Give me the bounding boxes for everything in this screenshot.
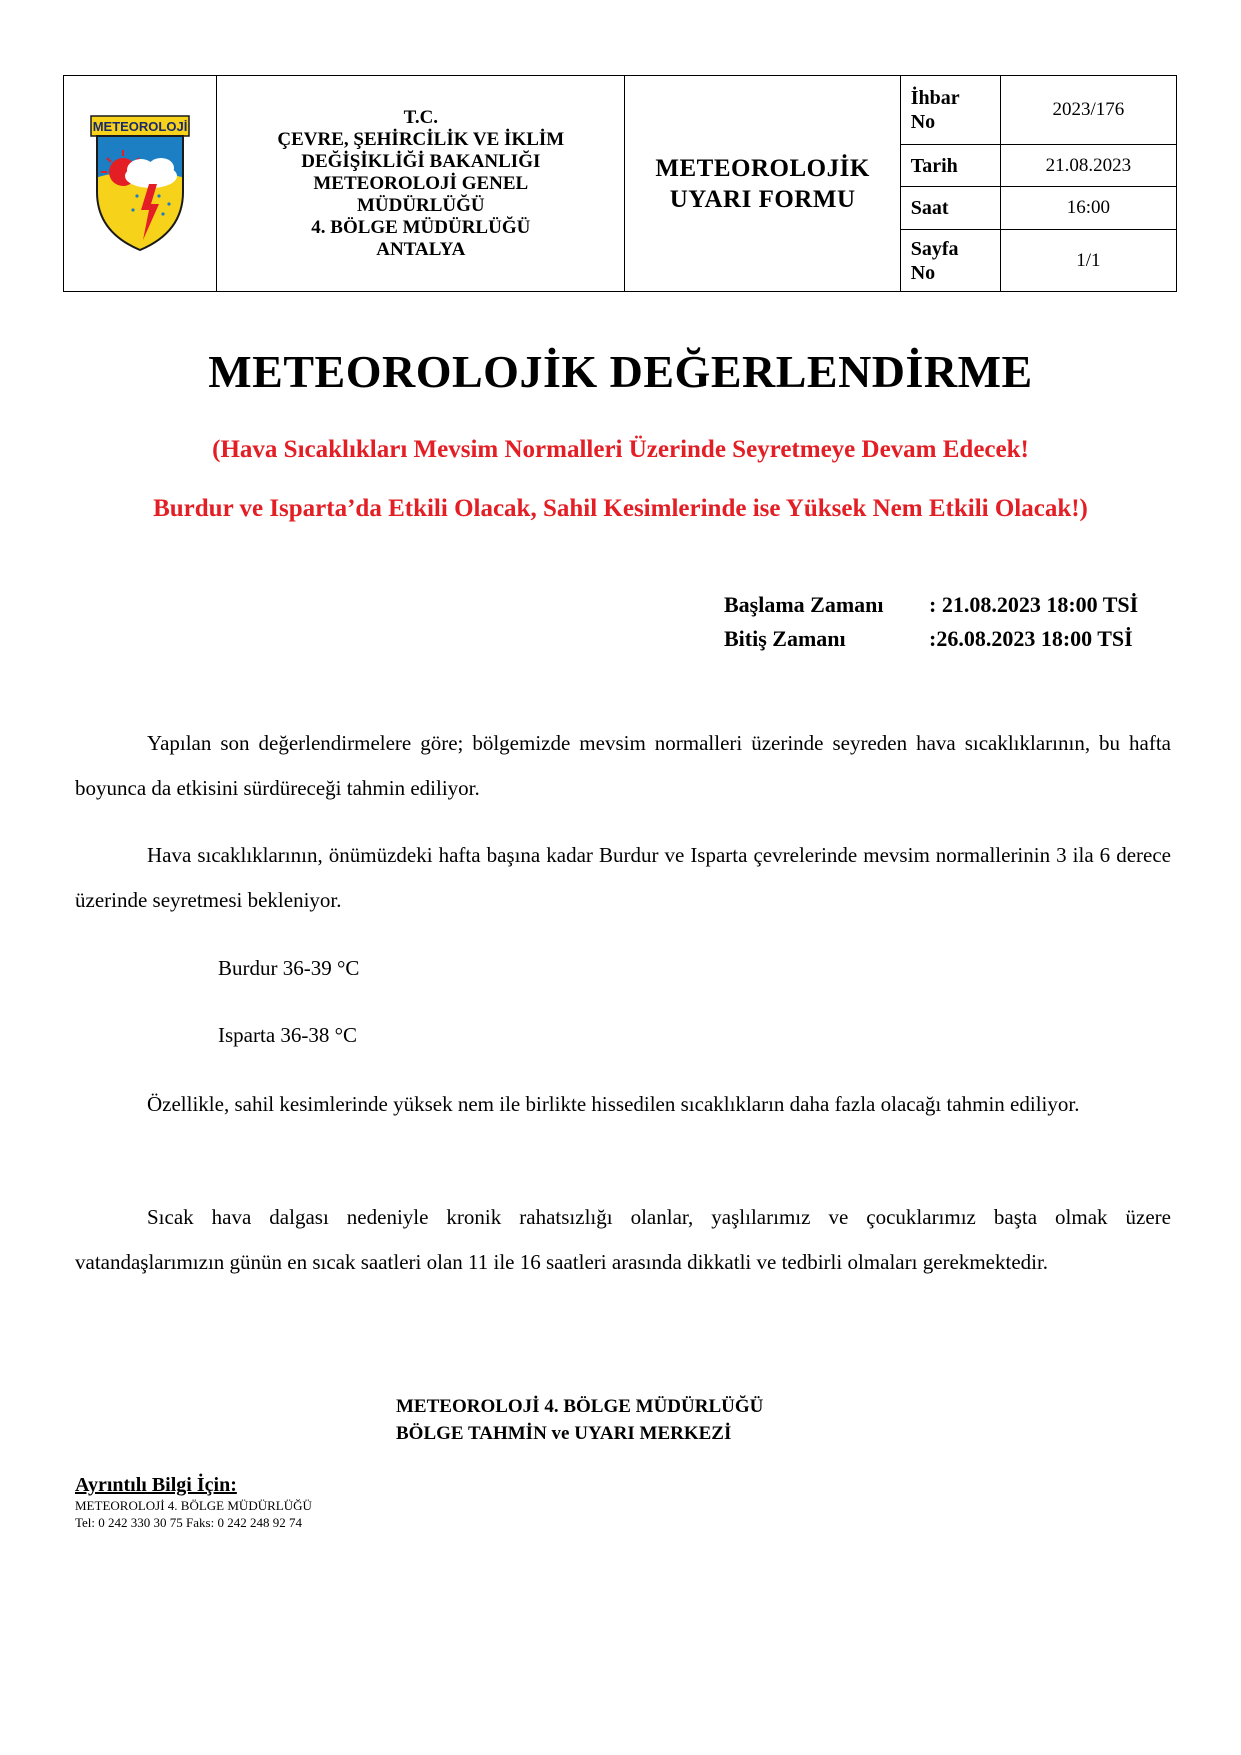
- end-time-value: :26.08.2023 18:00 TSİ: [929, 626, 1133, 651]
- organization-cell: [217, 76, 625, 292]
- temperature-isparta: Isparta 36-38 °C: [218, 1023, 358, 1047]
- validity-times: [724, 588, 1138, 656]
- contact-phone: Tel: 0 242 330 30 75 Faks: 0 242 248 92 74: [75, 1515, 302, 1530]
- field-value-tarih: 21.08.2023: [1000, 145, 1176, 187]
- signature-line-1: METEOROLOJİ 4. BÖLGE MÜDÜRLÜĞÜ: [396, 1396, 764, 1417]
- start-time-label: Başlama Zamanı: [724, 592, 884, 617]
- body-paragraph-1: Yapılan son değerlendirmelere göre; bölgemizde mevsim normalleri üzerinde seyreden hava sıcaklıklarının, bu hafta boyunca da etkisini sürdüreceği tahmin ediliyor.: [75, 731, 1171, 800]
- form-title-cell: [625, 76, 900, 292]
- contact-heading: Ayrıntılı Bilgi İçin:: [75, 1474, 237, 1496]
- org-line: T.C.: [403, 106, 439, 128]
- meteoroloji-logo: [85, 114, 195, 254]
- org-line: ÇEVRE, ŞEHİRCİLİK VE İKLİM: [277, 128, 565, 150]
- page-title: METEOROLOJİK DEĞERLENDİRME: [208, 346, 1033, 397]
- field-value-saat: 16:00: [1000, 187, 1176, 230]
- end-time-row: [724, 622, 1138, 656]
- logo-cell: [64, 76, 217, 292]
- body-paragraph-2: Hava sıcaklıklarının, önümüzdeki hafta başına kadar Burdur ve Isparta çevrelerinde mevsim normallerinin 3 ila 6 derece üzerinde seyretmesi bekleniyor.: [75, 843, 1171, 912]
- org-line: METEOROLOJİ GENEL: [313, 172, 529, 194]
- form-title-line2: UYARI FORMU: [669, 185, 856, 213]
- alert-subtitle-2: Burdur ve Isparta’da Etkili Olacak, Sahil Kesimlerinde ise Yüksek Nem Etkili Olacak!): [153, 495, 1088, 522]
- form-title-line1: METEOROLOJİK: [655, 154, 870, 182]
- alert-subtitle-1: (Hava Sıcaklıkları Mevsim Normalleri Üzerinde Seyretmeye Devam Edecek!: [212, 436, 1029, 463]
- field-label-sayfa-no: Sayfa No: [900, 230, 1000, 292]
- field-label-tarih: Tarih: [900, 145, 1000, 187]
- field-label-saat: Saat: [900, 187, 1000, 230]
- end-time-label: Bitiş Zamanı: [724, 626, 846, 651]
- temperature-burdur: Burdur 36-39 °C: [218, 956, 360, 980]
- org-line: ANTALYA: [376, 238, 466, 260]
- start-time-row: [724, 588, 1138, 622]
- field-value-ihbar-no: 2023/176: [1000, 76, 1176, 145]
- field-label-ihbar-no: İhbar No: [900, 76, 1000, 145]
- contact-org: METEOROLOJİ 4. BÖLGE MÜDÜRLÜĞÜ: [75, 1498, 312, 1513]
- contact-block: [75, 1473, 312, 1531]
- body-paragraph-3: Özellikle, sahil kesimlerinde yüksek nem ile birlikte hissedilen sıcaklıkların daha fazla olacağı tahmin ediliyor.: [147, 1092, 1080, 1116]
- org-line: DEĞİŞİKLİĞİ BAKANLIĞI: [301, 150, 541, 172]
- signature-block: [396, 1393, 763, 1447]
- start-time-value: : 21.08.2023 18:00 TSİ: [929, 592, 1139, 617]
- body-paragraph-4: Sıcak hava dalgası nedeniyle kronik rahatsızlığı olanlar, yaşlılarımız ve çocuklarımız başta olmak üzere vatandaşlarımızın günün en sıcak saatleri olan 11 ile 16 saatleri arasında dikkatli ve tedbirli olmaları gerekmektedir.: [75, 1205, 1171, 1274]
- header-table: [63, 75, 1177, 292]
- org-line: 4. BÖLGE MÜDÜRLÜĞÜ: [311, 216, 531, 238]
- logo-text: METEOROLOJİ: [92, 118, 188, 134]
- field-value-sayfa-no: 1/1: [1000, 230, 1176, 292]
- org-line: MÜDÜRLÜĞÜ: [356, 194, 485, 216]
- signature-line-2: BÖLGE TAHMİN ve UYARI MERKEZİ: [396, 1423, 732, 1444]
